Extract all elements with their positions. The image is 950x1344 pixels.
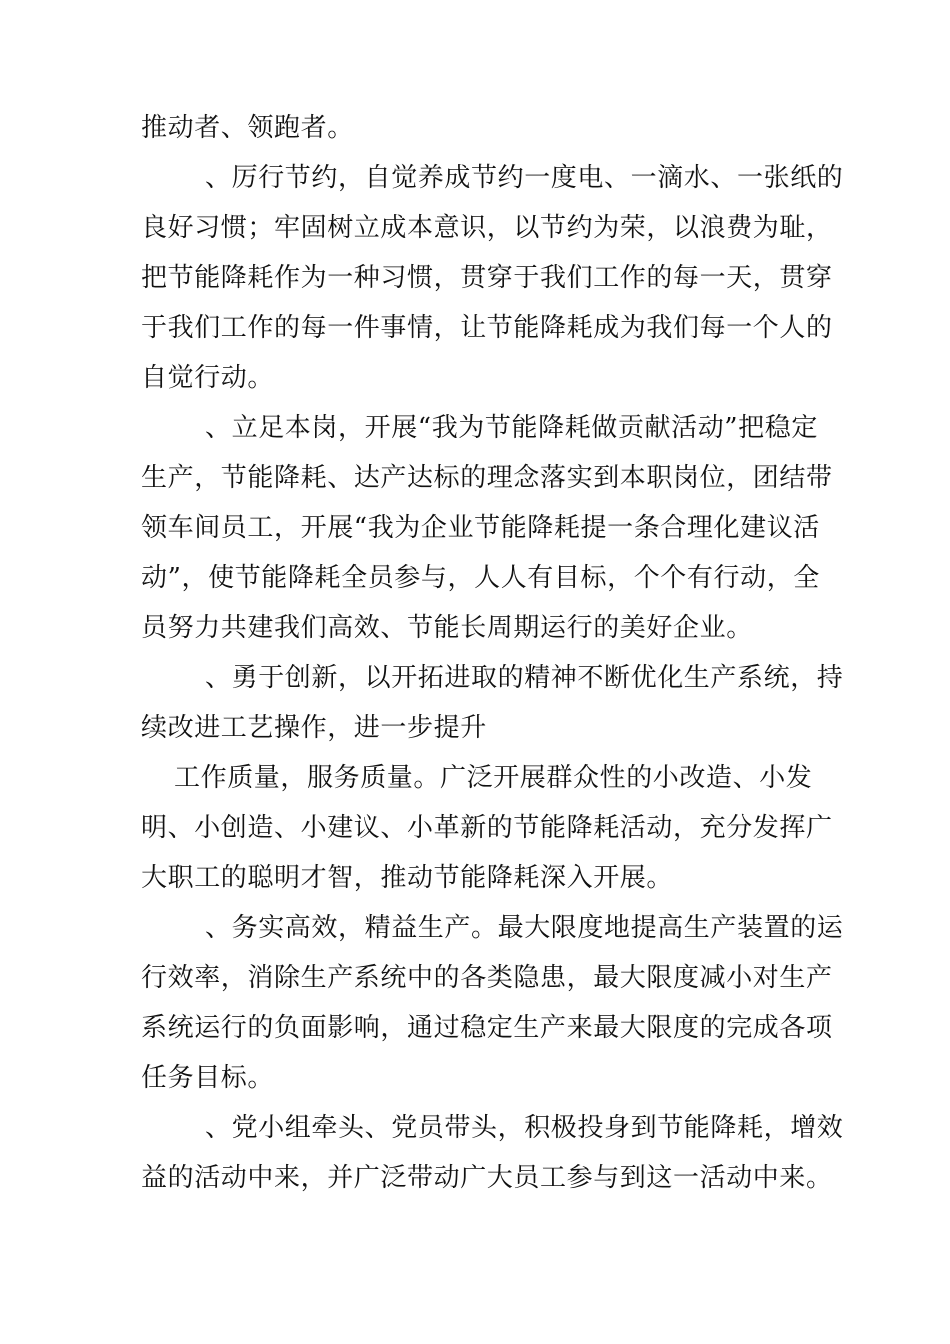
paragraph-start: 、党小组牵头、党员带头，积极投身到节能降耗，增效 bbox=[205, 1113, 844, 1143]
paragraph-start: 、勇于创新，以开拓进取的精神不断优化生产系统，持 bbox=[205, 663, 844, 693]
text-line: 益的活动中来，并广泛带动广大员工参与到这一活动中来。 bbox=[141, 1163, 833, 1193]
text-line: 续改进工艺操作，进一步提升 bbox=[141, 713, 487, 743]
text-line: 领车间员工，开展“我为企业节能降耗提一条合理化建议活 bbox=[141, 513, 820, 543]
text-line: 系统运行的负面影响，通过稳定生产来最大限度的完成各项 bbox=[141, 1013, 833, 1043]
text-line: 动”，使节能降耗全员参与，人人有目标，个个有行动，全 bbox=[141, 563, 820, 593]
text-line: 生产，节能降耗、达产达标的理念落实到本职岗位，团结带 bbox=[141, 463, 833, 493]
text-line: 任务目标。 bbox=[141, 1063, 275, 1093]
paragraph-start: 、务实高效，精益生产。最大限度地提高生产装置的运 bbox=[205, 913, 844, 943]
text-line: 员努力共建我们高效、节能长周期运行的美好企业。 bbox=[141, 613, 753, 643]
text-line: 推动者、领跑者。 bbox=[141, 113, 354, 143]
paragraph-start: 、立足本岗，开展“我为节能降耗做贡献活动”把稳定 bbox=[205, 413, 818, 443]
text-line: 明、小创造、小建议、小革新的节能降耗活动，充分发挥广 bbox=[141, 813, 833, 843]
text-line: 自觉行动。 bbox=[141, 363, 275, 393]
text-line: 良好习惯；牢固树立成本意识，以节约为荣，以浪费为耻， bbox=[141, 213, 833, 243]
text-line: 大职工的聪明才智，推动节能降耗深入开展。 bbox=[141, 863, 674, 893]
text-line: 于我们工作的每一件事情，让节能降耗成为我们每一个人的 bbox=[141, 313, 833, 343]
text-line: 行效率，消除生产系统中的各类隐患，最大限度减小对生产 bbox=[141, 963, 833, 993]
paragraph-start: 、厉行节约，自觉养成节约一度电、一滴水、一张纸的 bbox=[205, 163, 844, 193]
text-line: 把节能降耗作为一种习惯，贯穿于我们工作的每一天，贯穿 bbox=[141, 263, 833, 293]
paragraph-start: 工作质量，服务质量。广泛开展群众性的小改造、小发 bbox=[174, 763, 813, 793]
